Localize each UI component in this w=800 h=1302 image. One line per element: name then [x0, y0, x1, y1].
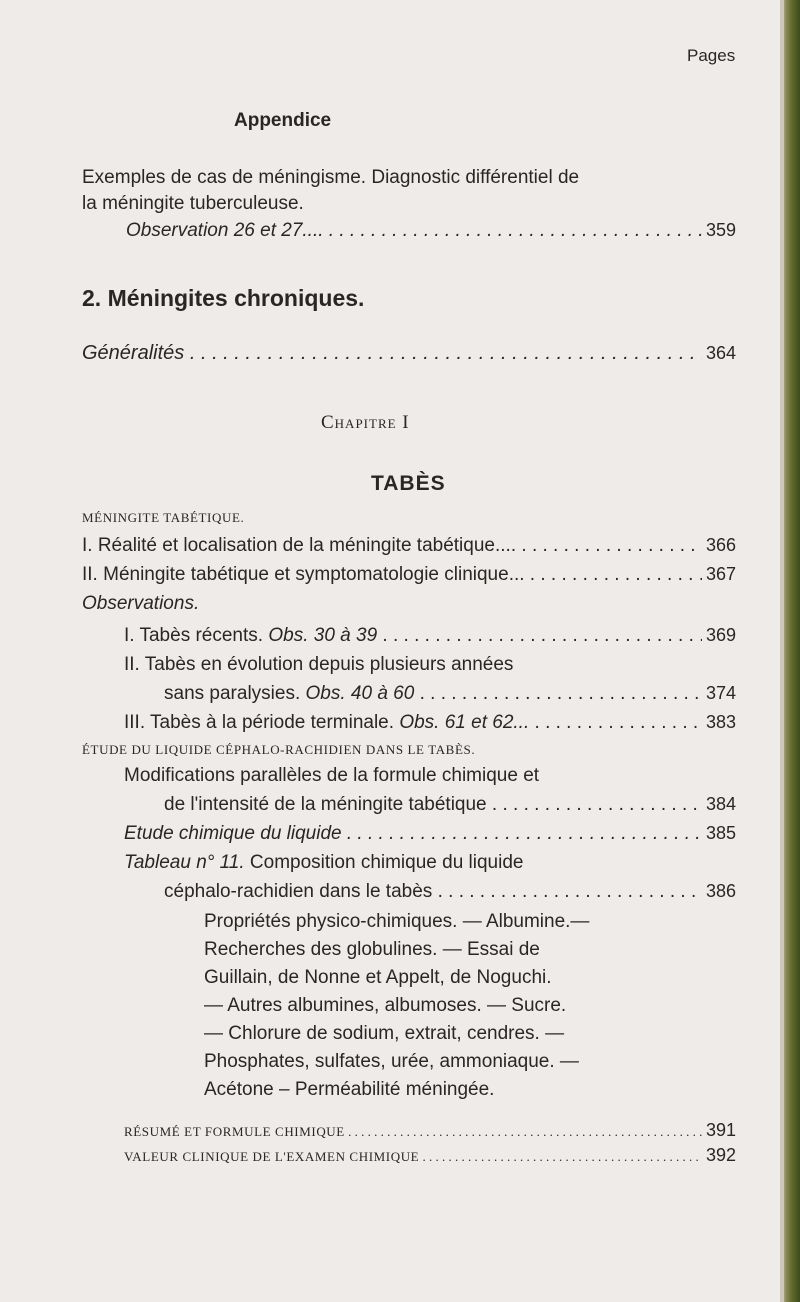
appendix-line2: la méningite tuberculeuse. — [82, 193, 304, 214]
page-number: 383 — [705, 712, 736, 732]
toc-entry-tabes-recents — [124, 625, 736, 647]
appendix-line1: Exemples de cas de méningisme. Diagnostic différentiel de — [82, 167, 580, 188]
chapter-title: TABÈS — [371, 472, 446, 495]
page-number: 386 — [705, 881, 736, 901]
entry-label: sans paralysies. Obs. 40 à 60 . . . — [164, 683, 702, 705]
etude-heading: ÉTUDE DU LIQUIDE CÉPHALO-RACHIDIEN DANS LE TABÈS. — [82, 742, 476, 757]
page-number: 391 — [705, 1120, 736, 1140]
paragraph-line: — Chlorure de sodium, extrait, cendres. — — [204, 1023, 565, 1044]
page-number: 364 — [705, 343, 736, 363]
paragraph-line: Guillain, de Nonne et Appelt, de Noguchi. — [204, 967, 552, 988]
toc-entry-etude-chimique — [124, 823, 736, 845]
entry-label: RÉSUMÉ ET FORMULE CHIMIQUE . . . — [124, 1124, 702, 1140]
paragraph-line: Propriétés physico-chimiques. — Albumine.— — [204, 911, 590, 932]
toc-entry-tabes-evolution — [164, 683, 736, 705]
paragraph-line: — Autres albumines, albumoses. — Sucre. — [204, 995, 567, 1016]
observation-26-27-entry — [126, 220, 736, 242]
paragraph-line: Recherches des globulines. — Essai de — [204, 939, 540, 960]
page-number: 384 — [705, 794, 736, 814]
toc-entry-tabes-terminale — [124, 712, 736, 734]
generalites-label: Généralités . . . — [82, 342, 702, 365]
page-number: 374 — [705, 683, 736, 703]
paragraph-line: Acétone – Perméabilité méningée. — [204, 1079, 495, 1100]
toc-entry-symptomatologie — [82, 564, 736, 586]
page-number: 359 — [705, 220, 736, 240]
entry-label: de l'intensité de la méningite tabétique . . . — [164, 794, 702, 816]
toc-entry-modifications — [164, 794, 736, 816]
page-number: 369 — [705, 625, 736, 645]
entry-label: III. Tabès à la période terminale. Obs. 61 et 62... . . . — [124, 712, 702, 734]
page-edge — [780, 0, 800, 1302]
page-number: 385 — [705, 823, 736, 843]
page-number: 392 — [705, 1145, 736, 1165]
chapter-label: Chapitre I — [321, 412, 410, 433]
meningite-heading: MÉNINGITE TABÉTIQUE. — [82, 510, 245, 525]
entry-label: Etude chimique du liquide . . . — [124, 823, 702, 845]
toc-entry-tableau-11 — [164, 881, 736, 903]
generalites-entry — [82, 342, 736, 365]
entry-label: II. Méningite tabétique et symptomatologie clinique... . . . — [82, 564, 702, 586]
pages-header: Pages — [687, 46, 736, 65]
page-number: 366 — [705, 535, 736, 555]
entry-label: I. Tabès récents. Obs. 30 à 39 . . . — [124, 625, 702, 647]
paragraph-line: Phosphates, sulfates, urée, ammoniaque. — — [204, 1051, 579, 1072]
entry-line: Modifications parallèles de la formule chimique et — [124, 765, 540, 786]
toc-entry-resume — [124, 1120, 736, 1141]
toc-entry-valeur — [124, 1145, 736, 1166]
entry-line: Tableau n° 11. Composition chimique du liquide — [124, 852, 524, 873]
appendix-title: Appendice — [234, 110, 332, 131]
observations-heading: Observations. — [82, 593, 200, 614]
toc-entry-realite — [82, 535, 736, 557]
entry-label: I. Réalité et localisation de la méningite tabétique.... . . . — [82, 535, 702, 557]
page-number: 367 — [705, 564, 736, 584]
section-title: 2. Méningites chroniques. — [82, 285, 365, 311]
proprietes-paragraph — [204, 908, 724, 1104]
entry-label: céphalo-rachidien dans le tabès . . . — [164, 881, 702, 903]
entry-line: II. Tabès en évolution depuis plusieurs années — [124, 654, 514, 675]
entry-label: VALEUR CLINIQUE DE L'EXAMEN CHIMIQUE . . . — [124, 1149, 702, 1165]
observation-26-27-label: Observation 26 et 27.... . . . — [126, 220, 702, 242]
